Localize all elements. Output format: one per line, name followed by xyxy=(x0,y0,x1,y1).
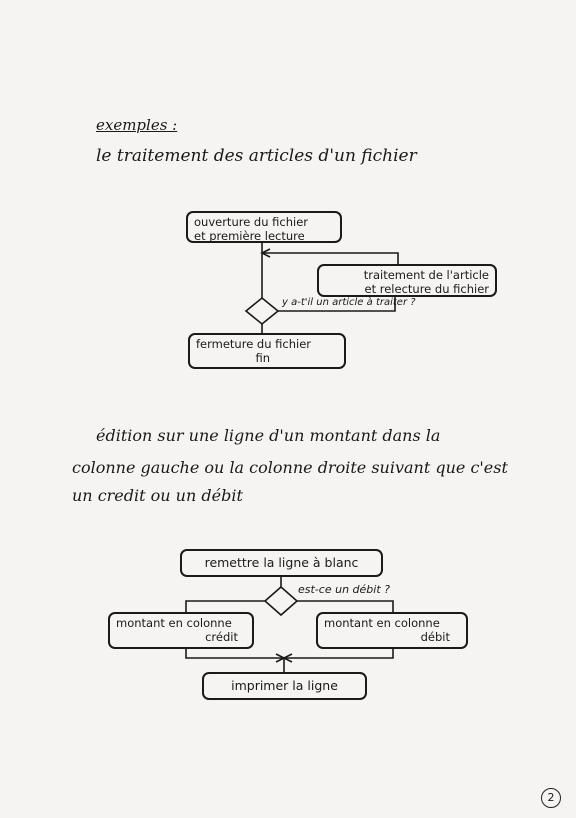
branch-debit xyxy=(297,601,393,612)
treat-line1: traitement de l'article xyxy=(363,268,489,282)
debit-column-box[interactable] xyxy=(316,612,468,649)
debit-line2: débit xyxy=(420,630,450,644)
merge-line xyxy=(186,649,393,658)
example1-title: le traitement des articles d'un fichier xyxy=(96,146,417,166)
examples-heading: exemples : xyxy=(96,116,178,134)
close-file-box[interactable] xyxy=(188,333,346,369)
loop-back-line xyxy=(262,253,398,264)
example2-line2: colonne gauche ou la colonne droite suivant que c'est xyxy=(72,458,508,477)
credit-line1: montant en colonne xyxy=(116,616,232,630)
example2-line1: édition sur une ligne d'un montant dans la xyxy=(96,426,441,445)
treat-line2: et relecture du fichier xyxy=(364,282,489,296)
decision-diamond-2 xyxy=(265,587,297,615)
page-number: 2 xyxy=(541,788,561,808)
credit-line2: crédit xyxy=(205,630,238,644)
open-line1: ouverture du fichier xyxy=(194,215,309,229)
reset-line-box[interactable] xyxy=(180,549,383,577)
debit-line1: montant en colonne xyxy=(324,616,440,630)
branch-credit xyxy=(186,601,265,612)
close-line1: fermeture du fichier xyxy=(196,337,312,351)
close-line2: fin xyxy=(255,351,270,365)
decision-label-2: est-ce un débit ? xyxy=(298,583,390,596)
example2-line3: un credit ou un débit xyxy=(72,486,243,505)
open-line2: et première lecture xyxy=(194,229,305,243)
open-file-box[interactable] xyxy=(186,211,342,243)
reset-label: remettre la ligne à blanc xyxy=(204,555,359,570)
process-article-box[interactable] xyxy=(317,264,497,297)
credit-column-box[interactable] xyxy=(108,612,254,649)
print-line-box[interactable] xyxy=(202,672,367,700)
print-label: imprimer la ligne xyxy=(231,678,338,693)
decision-label-1: y a-t'il un article à traiter ? xyxy=(282,297,416,308)
decision-diamond-1 xyxy=(246,298,278,324)
